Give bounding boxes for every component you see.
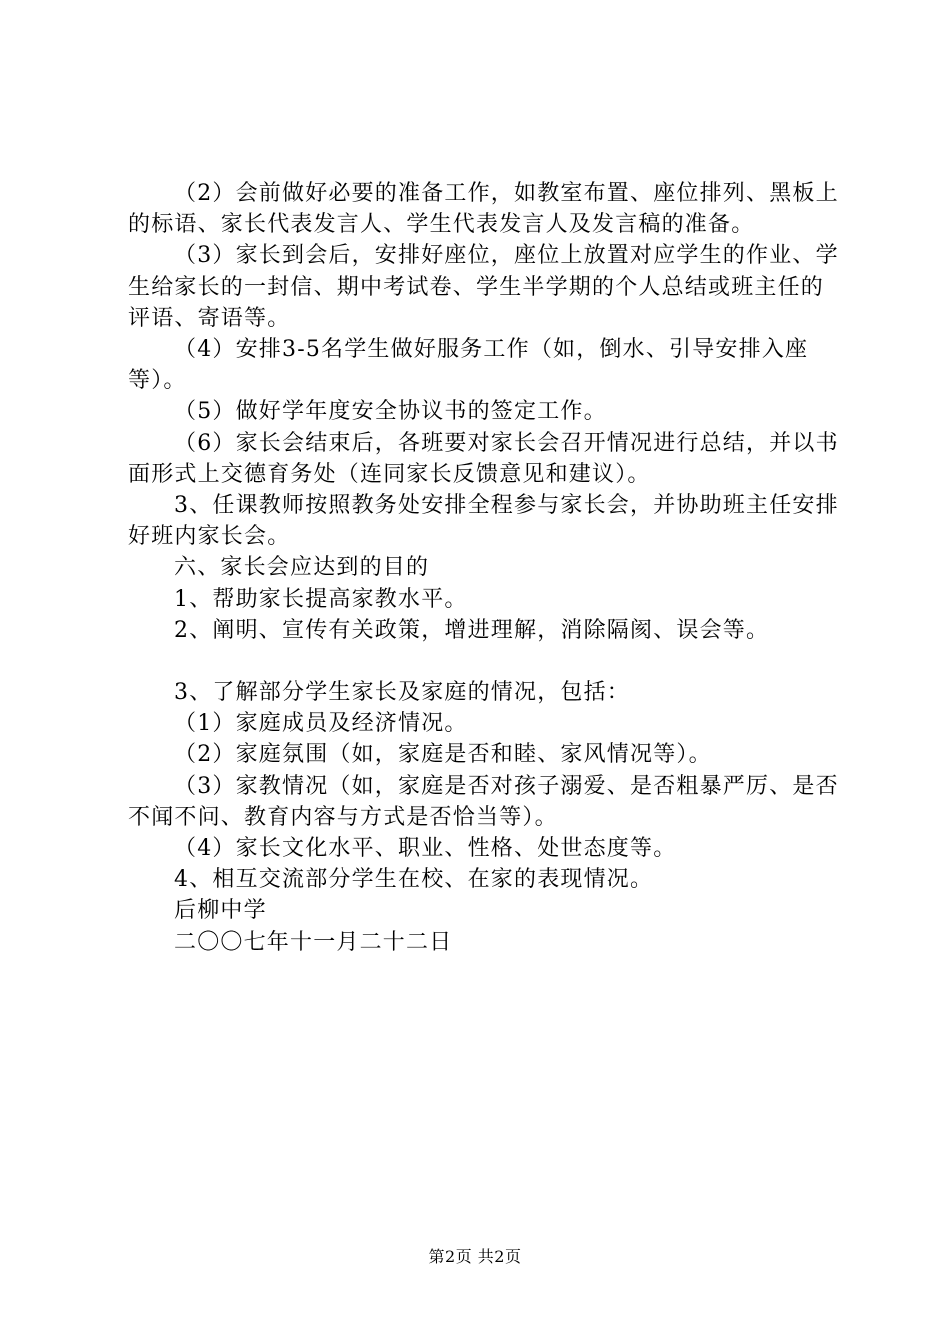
signature-date: 二〇〇七年十一月二十二日 — [174, 929, 453, 955]
goal-item-4: 4、相互交流部分学生在校、在家的表现情况。 — [174, 867, 654, 893]
document-body — [128, 178, 840, 958]
subitem-parent-background: （4）家长文化水平、职业、性格、处世态度等。 — [174, 836, 677, 862]
goal-item-2: 2、阐明、宣传有关政策，增进理解，消除隔阂、误会等。 — [174, 617, 770, 643]
goal-item-3: 3、了解部分学生家长及家庭的情况，包括： — [174, 680, 630, 706]
paragraph-item-6-summary: （6）家长会结束后，各班要对家长会召开情况进行总结，并以书面形式上交德育务处（连同家长反馈意见和建议）。 — [128, 430, 839, 487]
paragraph-item-2-preparation: （2）会前做好必要的准备工作，如教室布置、座位排列、黑板上的标语、家长代表发言人、学生代表发言人及发言稿的准备。 — [128, 181, 839, 238]
section-heading-goals: 六、家长会应达到的目的 — [174, 555, 430, 581]
page-footer — [0, 1244, 950, 1267]
subitem-family-education: （3）家教情况（如，家庭是否对孩子溺爱、是否粗暴严厉、是否不闻不问、教育内容与方式是否恰当等）。 — [128, 773, 839, 830]
signature-school-name: 后柳中学 — [174, 898, 267, 924]
paragraph-item-5-safety-agreement: （5）做好学年度安全协议书的签定工作。 — [174, 399, 607, 425]
subitem-family-members: （1）家庭成员及经济情况。 — [174, 711, 468, 737]
paragraph-item-3-seating: （3）家长到会后，安排好座位，座位上放置对应学生的作业、学生给家长的一封信、期中考试卷、学生半学期的个人总结或班主任的评语、寄语等。 — [128, 243, 839, 331]
paragraph-item-4-student-service: （4）安排3-5名学生做好服务工作（如，倒水、引导安排入座等）。 — [128, 337, 809, 394]
paragraph-teachers-participation: 3、任课教师按照教务处安排全程参与家长会，并协助班主任安排好班内家长会。 — [128, 493, 839, 550]
page-number-label: 第2页 共2页 — [428, 1247, 522, 1266]
goal-item-1: 1、帮助家长提高家教水平。 — [174, 586, 468, 612]
subitem-family-atmosphere: （2）家庭氛围（如，家庭是否和睦、家风情况等）。 — [174, 742, 712, 768]
